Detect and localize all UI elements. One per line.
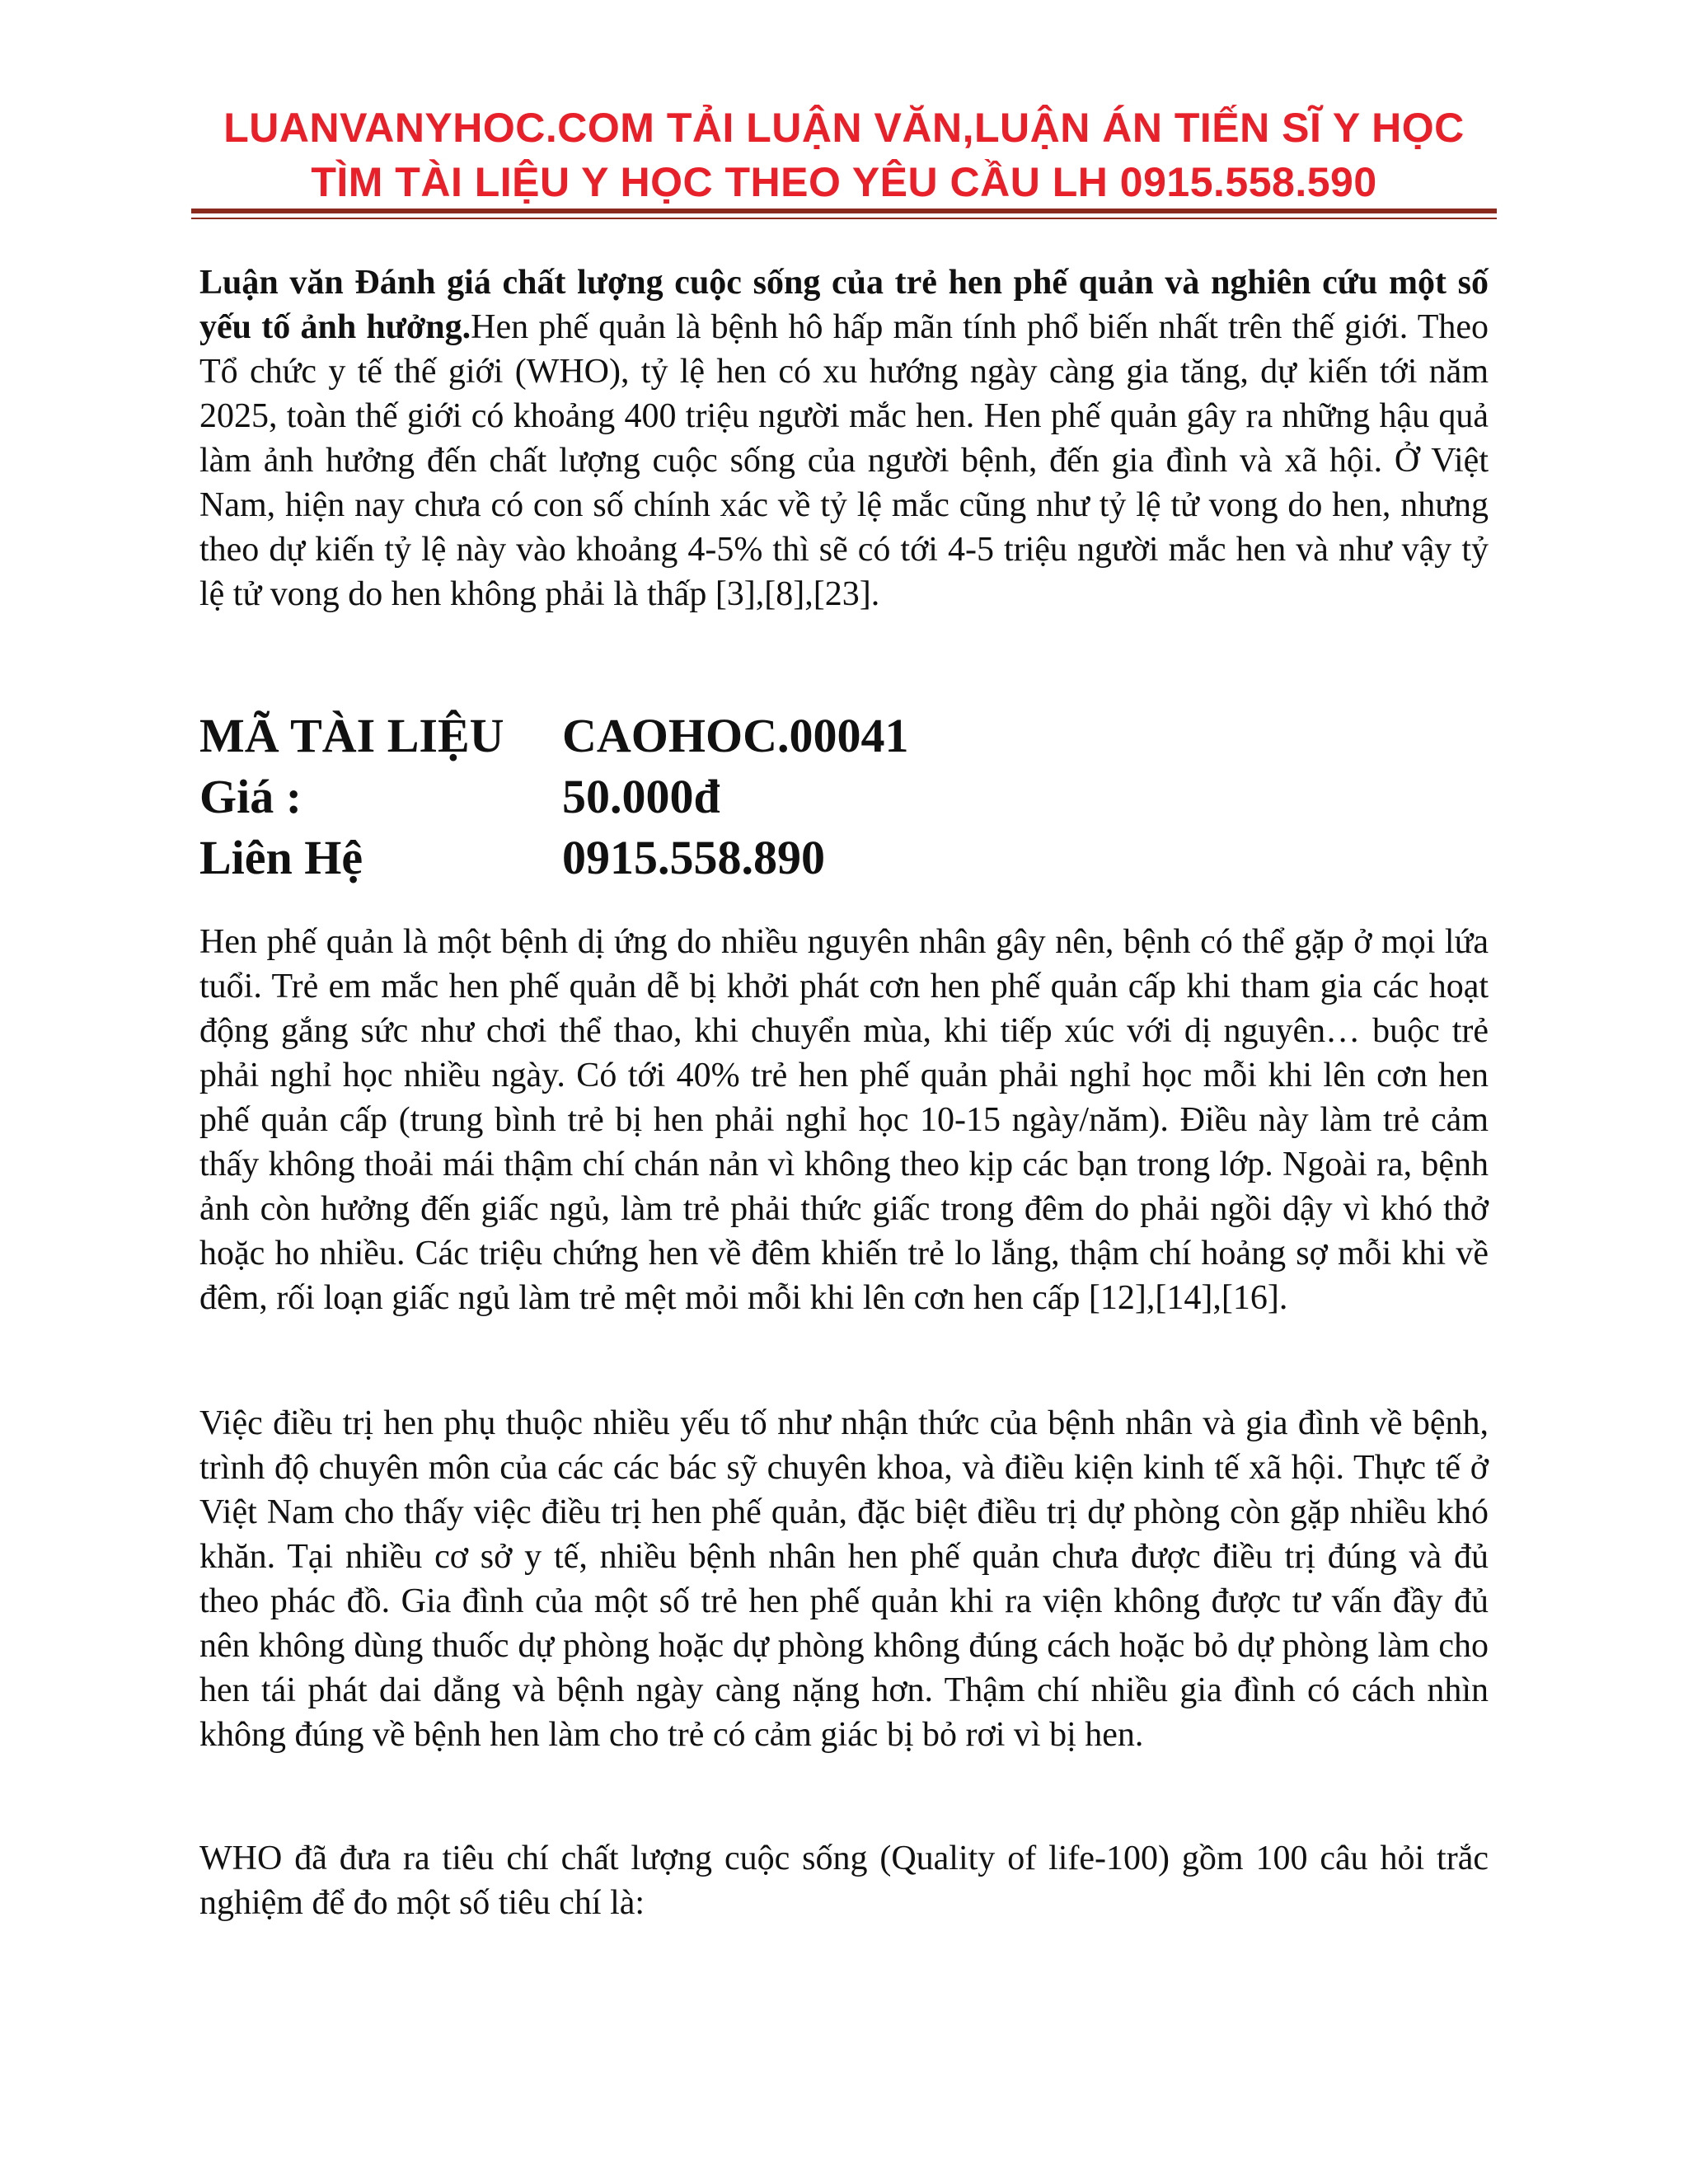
body-paragraph-2: Việc điều trị hen phụ thuộc nhiều yếu tố như nhận thức của bệnh nhân và gia đình về bệnh, trình độ chuyên môn của các các bác sỹ chuyên khoa, và điều kiện kinh tế xã hội. Thực tế ở Việt Nam cho thấy việc điều trị hen phế quản, đặc biệt điều trị dự phòng còn gặp nhiều khó khăn. Tại nhiều cơ sở y tế, nhiều bệnh nhân hen phế quản chưa được điều trị đúng và đủ theo phác đồ. Gia đình của một số trẻ hen phế quản khi ra viện không được tư vấn đầy đủ nên không dùng thuốc dự phòng hoặc dự phòng không đúng cách hoặc bỏ dự phòng làm cho hen tái phát dai dẳng và bệnh ngày càng nặng hơn. Thậm chí nhiều gia đình có cách nhìn không đúng về bệnh hen làm cho trẻ có cảm giác bị bỏ rơi vì bị hen. (199, 1404, 1489, 1754)
document-code-label: MÃ TÀI LIỆU (199, 709, 504, 762)
body-paragraph-3: WHO đã đưa ra tiêu chí chất lượng cuộc sống (Quality of life-100) gồm 100 câu hỏi trắc nghiệm để đo một số tiêu chí là: (199, 1840, 1489, 1922)
contact-value: 0915.558.890 (562, 831, 825, 884)
price-label: Giá : (199, 770, 302, 823)
document-code-row (199, 705, 1489, 766)
header-line-1: LUANVANYHOC.COM TẢI LUẬN VĂN,LUẬN ÁN TIẾN SĨ Y HỌC (223, 105, 1465, 151)
header-divider-thin (191, 218, 1497, 219)
intro-text: Hen phế quản là bệnh hô hấp mãn tính phổ biến nhất trên thế giới. Theo Tổ chức y tế thế giới (WHO), tỷ lệ hen có xu hướng ngày càng gia tăng, dự kiến tới năm 2025, toàn thế giới có khoảng 400 triệu người mắc hen. Hen phế quản gây ra những hậu quả làm ảnh hưởng đến chất lượng cuộc sống của người bệnh, đến gia đình và xã hội. Ở Việt Nam, hiện nay chưa có con số chính xác về tỷ lệ mắc cũng như tỷ lệ tử vong do hen, nhưng theo dự kiến tỷ lệ này vào khoảng 4-5% thì sẽ có tới 4-5 triệu người mắc hen và như vậy tỷ lệ tử vong do hen không phải là thấp [3],[8],[23]. (199, 308, 1489, 613)
document-info (199, 705, 1489, 888)
body-paragraph-1: Hen phế quản là một bệnh dị ứng do nhiều nguyên nhân gây nên, bệnh có thể gặp ở mọi lứa tuổi. Trẻ em mắc hen phế quản dễ bị khởi phát cơn hen phế quản cấp khi tham gia các hoạt động gắng sức như chơi thể thao, khi chuyển mùa, khi tiếp xúc với dị nguyên… buộc trẻ phải nghỉ học nhiều ngày. Có tới 40% trẻ hen phế quản phải nghỉ học mỗi khi lên cơn hen phế quản cấp (trung bình trẻ bị hen phải nghỉ học 10-15 ngày/năm). Điều này làm trẻ cảm thấy không thoải mái thậm chí chán nản vì không theo kịp các bạn trong lớp. Ngoài ra, bệnh ảnh còn hưởng đến giấc ngủ, làm trẻ phải thức giấc trong đêm do phải ngồi dậy vì khó thở hoặc ho nhiều. Các triệu chứng hen về đêm khiến trẻ lo lắng, thậm chí hoảng sợ mỗi khi về đêm, rối loạn giấc ngủ làm trẻ mệt mỏi mỗi khi lên cơn hen cấp [12],[14],[16]. (199, 923, 1489, 1317)
thesis-title: Luận văn Đánh giá chất lượng cuộc sống của trẻ hen phế quản và nghiên cứu một số yếu tố ảnh hưởng. (199, 264, 1489, 346)
contact-label: Liên Hệ (199, 831, 363, 884)
header-line-2: TÌM TÀI LIỆU Y HỌC THEO YÊU CẦU LH 0915.558.590 (311, 159, 1377, 205)
header-divider-thick (191, 209, 1497, 213)
price-value: 50.000đ (562, 770, 720, 823)
page-header (191, 101, 1497, 209)
price-row (199, 766, 1489, 827)
document-code-value: CAOHOC.00041 (562, 709, 909, 762)
intro-paragraph (199, 260, 1489, 616)
contact-row (199, 827, 1489, 888)
